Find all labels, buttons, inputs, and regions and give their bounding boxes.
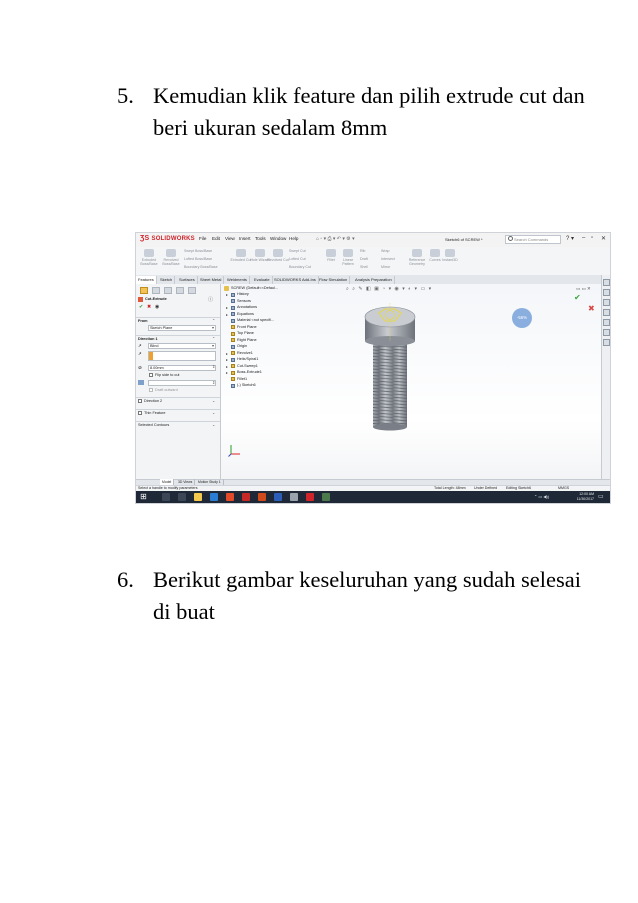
chevron-down-icon[interactable]: ▾ xyxy=(212,325,215,330)
selection-highlight xyxy=(149,352,153,360)
rib-button[interactable]: Rib xyxy=(360,249,366,253)
tab-sheet-metal[interactable]: Sheet Metal xyxy=(198,276,224,284)
dimxpert-icon[interactable] xyxy=(176,287,184,294)
tab-features[interactable]: Features xyxy=(136,276,157,284)
lofted-boss-button[interactable]: Lofted Boss/Base xyxy=(184,257,213,261)
tree-item-origin[interactable]: Origin xyxy=(237,344,248,348)
word-icon[interactable] xyxy=(274,493,282,501)
cancel-x-icon[interactable]: ✖ xyxy=(147,304,152,310)
spin-icon[interactable]: ⇕ xyxy=(212,364,216,369)
pm-title: Cut-Extrude xyxy=(145,297,167,301)
status-definition: Under Defined xyxy=(474,486,498,490)
expand-icon[interactable]: ⌄ xyxy=(212,398,216,403)
tree-item-right-plane[interactable]: Right Plane xyxy=(237,337,257,342)
display-manager-icon[interactable] xyxy=(188,287,196,294)
status-total-length: Total Length: 48mm xyxy=(434,486,466,490)
from-value: Sketch Plane xyxy=(150,326,173,330)
spin-icon[interactable]: ⇕ xyxy=(212,380,216,385)
menu-file[interactable]: File xyxy=(199,236,207,241)
cut-extrude-icon xyxy=(138,297,143,302)
document-title: Sketch6 of SCREW * xyxy=(445,237,483,242)
clock[interactable] xyxy=(564,492,594,502)
selected-contours-label: Selected Contours xyxy=(138,423,170,427)
zoom-badge: -56% xyxy=(512,308,532,328)
direction2-label: Direction 2 xyxy=(144,399,163,403)
equations-icon xyxy=(231,312,235,316)
tab-3d-views[interactable]: 3D Views xyxy=(176,479,195,485)
tree-item-front-plane[interactable]: Front Plane xyxy=(237,324,257,329)
extruded-boss-button[interactable]: Extruded Boss/Base xyxy=(138,249,160,266)
feature-tree-icon[interactable] xyxy=(140,287,148,294)
menu-edit[interactable]: Edit xyxy=(212,236,220,241)
depth-value: 8.00mm xyxy=(150,366,164,370)
helix-icon xyxy=(231,358,235,362)
reference-geometry-button[interactable]: Reference Geometry xyxy=(404,249,430,266)
tab-evaluate[interactable]: Evaluate xyxy=(252,276,273,284)
confirm-check-icon[interactable]: ✔ xyxy=(574,293,581,302)
tree-item-root[interactable]: SCREW (Default<<Defaul... xyxy=(231,286,279,290)
depth-icon: ⊘ xyxy=(138,365,142,370)
tab-model[interactable]: Model xyxy=(160,479,174,485)
history-icon xyxy=(231,293,235,297)
powerpoint-icon[interactable] xyxy=(258,493,266,501)
sensors-icon xyxy=(231,299,235,303)
hole-wizard-button[interactable]: Hole Wizard xyxy=(249,249,271,262)
search-icon xyxy=(508,236,513,241)
help-circle-icon[interactable]: ⓘ xyxy=(208,297,214,303)
origin-icon xyxy=(231,345,235,349)
from-section xyxy=(136,317,220,325)
tree-item-boss-extrude1[interactable]: Boss-Extrude1 xyxy=(237,370,262,374)
app-icon-2[interactable] xyxy=(290,493,298,501)
tree-item-sketch6[interactable]: (-) Sketch6 xyxy=(237,383,256,387)
draft-icon[interactable] xyxy=(138,380,144,385)
thin-feature-label: Thin Feature xyxy=(144,411,166,415)
screw-thread xyxy=(373,339,407,427)
menu-help[interactable]: Help xyxy=(289,236,299,241)
status-units[interactable]: MMGS xyxy=(558,486,570,490)
file-explorer-taskbar-icon[interactable] xyxy=(194,493,202,501)
step-text: Berikut gambar keseluruhan yang sudah selesai di buat xyxy=(153,567,581,624)
expand-icon[interactable]: ⌄ xyxy=(212,410,216,415)
wrap-button[interactable]: Wrap xyxy=(381,249,390,253)
clock-date: 11/30/2017 xyxy=(576,497,594,501)
part-icon xyxy=(224,286,229,291)
confirm-cancel-icon[interactable]: ✖ xyxy=(588,304,595,313)
material-icon xyxy=(231,319,235,323)
fillet-icon xyxy=(231,377,235,381)
plane-icon xyxy=(231,338,235,342)
file-explorer-icon[interactable] xyxy=(603,299,610,306)
collapse-icon[interactable]: ⌃ xyxy=(212,318,216,323)
sketch-icon xyxy=(231,384,235,388)
step-number: 5. xyxy=(117,83,134,108)
forum-icon[interactable] xyxy=(603,339,610,346)
direction-selection-box[interactable] xyxy=(148,351,216,361)
ok-check-icon[interactable]: ✔ xyxy=(139,304,144,310)
direction-arrow-icon: ↗ xyxy=(138,351,142,356)
property-manager-icon[interactable] xyxy=(152,287,160,294)
task-view-icon[interactable] xyxy=(178,493,186,501)
status-editing: Editing Sketch6 xyxy=(506,486,531,490)
tree-item-helix[interactable]: Helix/Spiral1 xyxy=(237,357,259,361)
boss-extrude-icon xyxy=(231,371,235,375)
solidworks-taskbar-icon[interactable] xyxy=(306,493,314,501)
mirror-button[interactable]: Mirror xyxy=(381,265,391,269)
menu-window[interactable]: Window xyxy=(270,236,287,241)
tree-item-sensors[interactable]: Sensors xyxy=(237,298,251,303)
reverse-direction-icon[interactable]: ↗ xyxy=(138,343,142,348)
tab-flow-simulation[interactable]: Flow Simulation xyxy=(317,276,350,284)
menu-tools[interactable]: Tools xyxy=(255,236,266,241)
quick-access-toolbar[interactable]: ⌂ ▫ ▾ ⎙ ▾ ↶ ▾ ⚙ ▾ xyxy=(316,236,355,242)
viewport-controls[interactable]: ▭ ▭ ✕ xyxy=(576,286,591,291)
tree-item-material[interactable]: Material <not specifi... xyxy=(237,318,275,322)
tab-motion-study[interactable]: Motion Study 1 xyxy=(196,479,224,485)
tab-surfaces[interactable]: Surfaces xyxy=(177,276,198,284)
draft-button[interactable]: Draft xyxy=(360,257,368,261)
swept-cut-button[interactable]: Swept Cut xyxy=(289,249,306,253)
custom-properties-icon[interactable] xyxy=(603,329,610,336)
menu-insert[interactable]: Insert xyxy=(239,236,251,241)
tree-item-equations[interactable]: Equations xyxy=(237,311,254,316)
annotations-icon xyxy=(231,306,235,310)
appearances-icon[interactable] xyxy=(603,319,610,326)
design-library-icon[interactable] xyxy=(603,289,610,296)
from-label: From xyxy=(138,319,148,323)
config-manager-icon[interactable] xyxy=(164,287,172,294)
expand-icon[interactable]: ⌄ xyxy=(212,422,216,427)
heads-up-view-toolbar[interactable]: ⌕ ⌕ ✎ ◧ ▣ ◔ ▾ ◉ ▾ ◐ ▾ ▭ ▾ xyxy=(346,286,433,292)
plane-icon xyxy=(231,332,235,336)
app-icon[interactable] xyxy=(226,493,234,501)
view-triad xyxy=(228,443,242,457)
intersect-button[interactable]: Intersect xyxy=(381,257,395,261)
cut-sweep-icon xyxy=(231,364,235,368)
screw-tip xyxy=(373,424,407,431)
minimize-icon[interactable]: – xyxy=(582,235,586,241)
notification-icon[interactable]: ▭ xyxy=(598,494,604,500)
step-number: 6. xyxy=(117,567,134,592)
revolve-icon xyxy=(231,351,235,355)
clock-time: 12:00 AM xyxy=(579,492,594,496)
chrome-icon[interactable] xyxy=(242,493,250,501)
search-input[interactable]: Search Commands xyxy=(505,235,561,244)
draft-angle-input[interactable] xyxy=(148,380,216,386)
draft-outward-checkbox[interactable] xyxy=(149,388,153,392)
flip-side-label: Flip side to cut xyxy=(155,373,180,377)
draft-outward-label: Draft outward xyxy=(155,388,178,392)
end-condition-value: Blind xyxy=(150,344,159,348)
curves-button[interactable]: Curves xyxy=(428,249,442,262)
close-icon[interactable]: ✕ xyxy=(601,236,607,242)
menu-view[interactable]: View xyxy=(225,236,235,241)
plane-icon xyxy=(231,325,235,329)
shell-button[interactable]: Shell xyxy=(360,265,368,269)
system-tray-icons[interactable]: ⌃ ▭ ◀)) xyxy=(534,494,550,499)
direction1-label: Direction 1 xyxy=(138,337,158,341)
tree-item-cut-sweep1[interactable]: Cut-Sweep1 xyxy=(237,363,258,368)
linear-pattern-button[interactable]: Linear Pattern xyxy=(337,249,359,266)
chevron-down-icon[interactable]: ▾ xyxy=(212,343,215,348)
step-text: Kemudian klik feature dan pilih extrude cut dan beri ukuran sedalam 8mm xyxy=(153,83,585,140)
swept-boss-button[interactable]: Swept Boss/Base xyxy=(184,249,213,253)
status-message: Select a handle to modify parameters xyxy=(138,486,198,490)
app-icon-3[interactable] xyxy=(322,493,330,501)
instant3d-button[interactable]: Instant3D xyxy=(442,249,458,262)
help-icon[interactable]: ? ▾ xyxy=(566,236,575,242)
tab-analysis-preparation[interactable]: Analysis Preparation xyxy=(353,276,395,284)
boundary-boss-button[interactable]: Boundary Boss/Base xyxy=(184,265,218,269)
tree-item-annotations[interactable]: Annotations xyxy=(237,305,258,309)
solidworks-logo: ƷS SOLIDWORKS xyxy=(140,235,195,242)
view-palette-icon[interactable] xyxy=(603,309,610,316)
resources-icon[interactable] xyxy=(603,279,610,286)
tab-sketch[interactable]: Sketch xyxy=(158,276,175,284)
direction2-checkbox[interactable] xyxy=(138,399,142,403)
boundary-cut-button[interactable]: Boundary Cut xyxy=(289,265,311,269)
tab-addins[interactable]: SOLIDWORKS Add-Ins xyxy=(272,276,319,284)
solidworks-screenshot: ƷS SOLIDWORKS File Edit View Insert Tools Window Help ⌂ ▫ ▾ ⎙ ▾ ↶ ▾ ⚙ ▾ Sketch6 of SCREW * Search Commands ? ▾ – ▫ ✕ Extruded Boss/Base Revolved Boss/Base Swept Boss/Base Lofted Boss/Base Boundary Boss/Base Extruded Cut Hole Wizard Revolved Cut Swept Cut Lofted Cut Boundary Cut Fillet Linear Pattern Rib Draft Shell Wrap Intersect Mirror Reference Geometry Curves Instant3D Features Sketch Surfaces Sheet Metal Weldments Evaluate SOLIDWORKS Add-Ins Flow Simulation Analysis Preparation Cut-Extrude ⓘ ✔ ✖ ◉ From ⌃ Sketch Plane ▾ Direction 1 ⌃ ↗ Blind ▾ ↗ ⊘ 8.00mm ⇕ Flip side to cut ⇕ Draft outward Direction 2 ⌄ Thin Feature ⌄ Selected Contours ⌄ ⌕ ⌕ ✎ ◧ ▣ ◔ ▾ ◉ ▾ ◐ ▾ ▭ ▾ ▭ ▭ ✕ ✔ ✖ SCREW (Default<<Defaul... ▸ History Sensors ▸ Annotations ▸ Equations Material <not specifi... Front Plane Top Plane Right Plane Origin ▸ Revolve1 ▸ Helix/Spiral1 ▸ Cut-Sweep1 ▸ Boss-Extrude1 Fillet1 (-) Sketch6 -56% Model 3D Views Motion Study 1 Select a handle to modify parameters Total Length: 48mm Under Defined Editing Sketch6 MMGS ⊞ ⌃ ▭ ◀)) 12:00 AM 11/30/2017 ▭ xyxy=(135,232,611,504)
revolved-cut-button[interactable]: Revolved Cut xyxy=(267,249,289,262)
tree-item-fillet1[interactable]: Fillet1 xyxy=(237,376,248,381)
tree-item-top-plane[interactable]: Top Plane xyxy=(237,331,254,335)
tab-weldments[interactable]: Weldments xyxy=(225,276,250,284)
thin-feature-checkbox[interactable] xyxy=(138,411,142,415)
revolved-boss-button[interactable]: Revolved Boss/Base xyxy=(160,249,182,266)
windows-start-icon[interactable]: ⊞ xyxy=(140,492,147,501)
restore-icon[interactable]: ▫ xyxy=(591,235,594,241)
edge-icon[interactable] xyxy=(210,493,218,501)
lofted-cut-button[interactable]: Lofted Cut xyxy=(289,257,306,261)
collapse-icon[interactable]: ⌃ xyxy=(212,336,216,341)
screw-model[interactable] xyxy=(351,301,431,431)
flip-side-checkbox[interactable] xyxy=(149,373,153,377)
tree-item-history[interactable]: History xyxy=(237,292,249,296)
extruded-cut-button[interactable]: Extruded Cut xyxy=(230,249,252,262)
preview-eye-icon[interactable]: ◉ xyxy=(155,304,160,310)
search-icon[interactable] xyxy=(162,493,170,501)
fillet-button[interactable]: Fillet xyxy=(324,249,338,262)
tree-item-revolve1[interactable]: Revolve1 xyxy=(237,350,253,355)
